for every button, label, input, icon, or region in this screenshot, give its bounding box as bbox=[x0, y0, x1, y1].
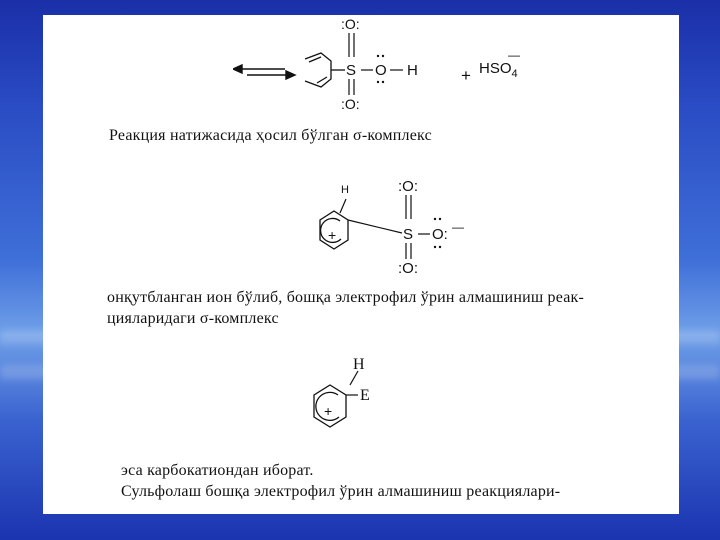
oxygen-bottom-label: :O: bbox=[341, 96, 360, 112]
sigma-complex-generic bbox=[298, 355, 408, 445]
plus-sign: + bbox=[461, 66, 471, 85]
text-line-2: онқутбланган ион бўлиб, бошқа электрофил ўрин алмашиниш реак- bbox=[107, 289, 585, 306]
benzene-ring bbox=[305, 53, 331, 87]
equilibrium-arrows bbox=[233, 65, 295, 79]
oxygen-bottom-label: :O: bbox=[398, 260, 419, 273]
text-line-4: эса карбокатиондан иборат. bbox=[121, 462, 314, 479]
hso4-ion: $HSO_4$ bbox=[479, 60, 518, 80]
hso4-charge: — bbox=[508, 48, 520, 62]
oxygen-right-label: O: bbox=[432, 226, 448, 243]
charge-label: — bbox=[452, 220, 464, 234]
sulfur-label: S bbox=[346, 62, 357, 79]
text-line-5: Сульфолаш бошқа электрофил ўрин алмашиниш реакциялари- bbox=[121, 483, 561, 500]
text-line-3: цияларидаги σ-комплекс bbox=[107, 310, 279, 327]
slide-page bbox=[43, 15, 679, 514]
oxygen-mid-label: O bbox=[375, 62, 387, 79]
ring-charge: + bbox=[324, 403, 333, 419]
oxygen-top-label: :O: bbox=[341, 16, 360, 32]
sulfonic-acid-structure bbox=[233, 15, 523, 115]
hydrogen-label: H bbox=[407, 62, 418, 79]
hydrogen-label: H bbox=[341, 184, 349, 196]
sigma-complex-sulfonation bbox=[278, 173, 478, 273]
electrophile-label: E bbox=[360, 387, 370, 404]
oxygen-top-label: :O: bbox=[398, 178, 419, 195]
text-line-1: Реакция натижасида ҳосил бўлган σ-комплекс bbox=[109, 127, 432, 144]
ring-charge: + bbox=[328, 227, 337, 243]
sulfur-label: S bbox=[403, 226, 414, 243]
hydrogen-label: H bbox=[353, 356, 365, 373]
